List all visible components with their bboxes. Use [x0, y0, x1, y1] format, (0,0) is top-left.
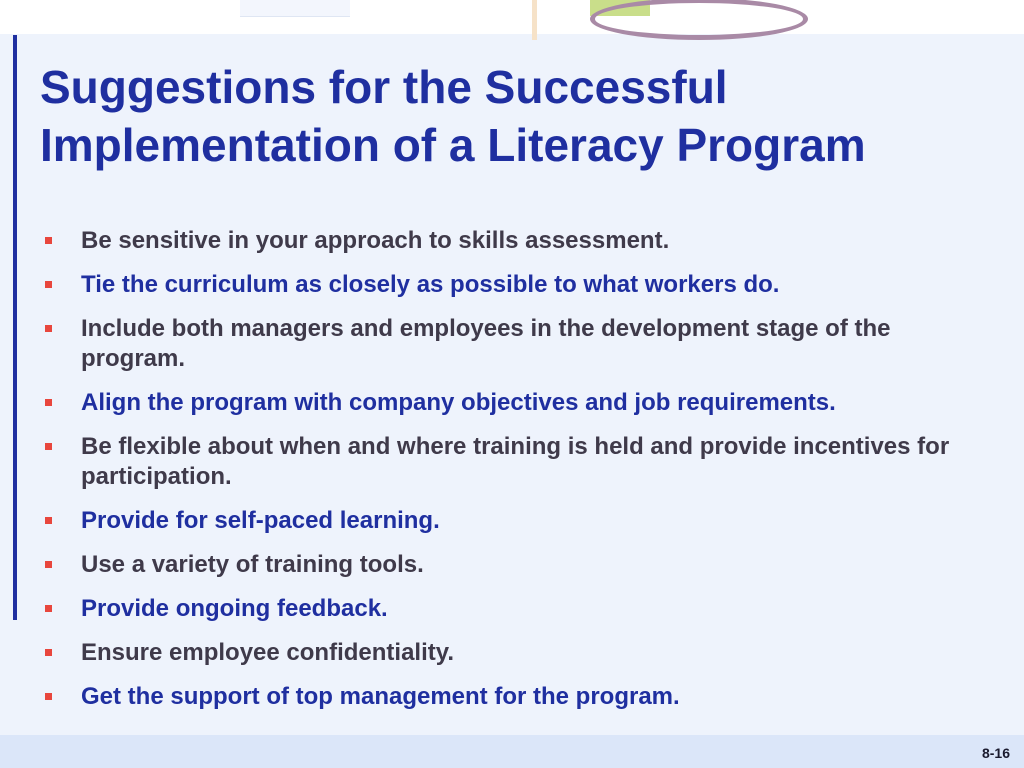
header-bar-decoration	[532, 0, 537, 40]
bullet-text: Align the program with company objectives and job requirements.	[81, 389, 836, 416]
bullet-item	[40, 432, 1000, 492]
bullet-item	[40, 550, 1000, 580]
square-bullet-icon	[45, 649, 52, 656]
bullet-item	[40, 638, 1000, 668]
square-bullet-icon	[45, 281, 52, 288]
square-bullet-icon	[45, 443, 52, 450]
square-bullet-icon	[45, 325, 52, 332]
page-number: 8-16	[981, 745, 1010, 761]
square-bullet-icon	[45, 693, 52, 700]
bullet-text: Ensure employee confidentiality.	[81, 639, 454, 666]
bullet-item	[40, 314, 1000, 374]
square-bullet-icon	[45, 517, 52, 524]
bullet-text: Get the support of top management for the program.	[81, 683, 680, 710]
bullet-text: Be sensitive in your approach to skills assessment.	[81, 227, 670, 254]
square-bullet-icon	[45, 237, 52, 244]
square-bullet-icon	[45, 561, 52, 568]
header-decoration	[0, 0, 1024, 34]
bullet-item	[40, 226, 1000, 256]
bullet-text: Provide ongoing feedback.	[81, 595, 388, 622]
bullet-text: Be flexible about when and where training is held and provide incentives for participation.	[81, 433, 950, 490]
bullet-item	[40, 594, 1000, 624]
bullet-text: Use a variety of training tools.	[81, 551, 424, 578]
bullet-list	[40, 226, 1000, 726]
bullet-item	[40, 388, 1000, 418]
footer-band	[0, 735, 1024, 768]
slide-title-line-1: Suggestions for the Successful	[40, 61, 728, 113]
bullet-text: Include both managers and employees in the development stage of the program.	[81, 315, 891, 372]
bullet-text: Tie the curriculum as closely as possible to what workers do.	[81, 271, 780, 298]
bullet-item	[40, 270, 1000, 300]
bullet-item	[40, 506, 1000, 536]
header-ellipse-decoration	[590, 0, 808, 40]
header-box-decoration	[240, 0, 350, 17]
square-bullet-icon	[45, 605, 52, 612]
slide-title	[40, 58, 1000, 174]
bullet-item	[40, 682, 1000, 712]
square-bullet-icon	[45, 399, 52, 406]
bullet-text: Provide for self-paced learning.	[81, 507, 440, 534]
slide-title-line-2: Implementation of a Literacy Program	[40, 119, 866, 171]
left-accent-rule	[13, 35, 17, 620]
